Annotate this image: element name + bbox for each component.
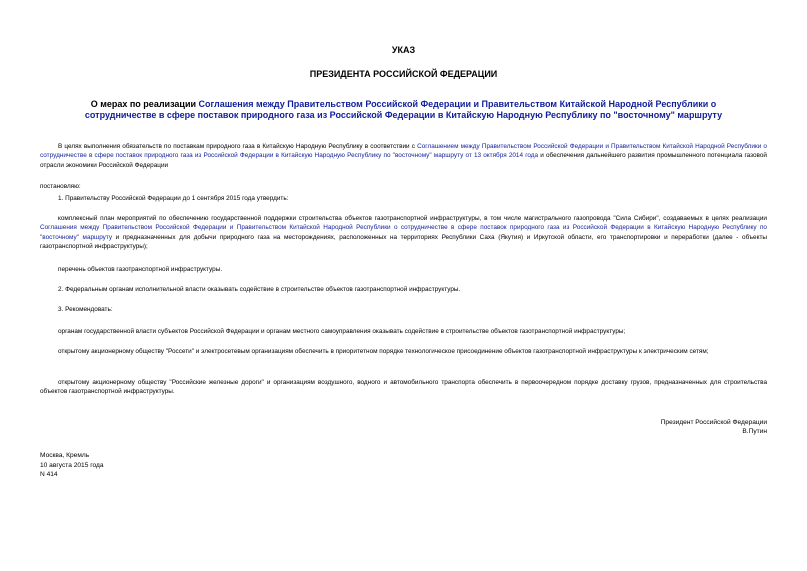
intro-text-end: и обеспечения дальнейшего развития промышленного потенциала газовой отрасли экономики Российской Федерации [40,152,767,169]
item-1-list: перечень объектов газотранспортной инфраструктуры. [58,266,223,273]
item-1-plan-text-end: и предназначенных для добычи природного газа на месторождениях, расположенных на территориях Республики Саха (Якутия) и Иркутской области, его транспортировки и переработки (далее - объекты газотранспортной инфраструктуры); [40,233,767,251]
signatory-name: В.Путин [742,428,767,435]
item-3-railways: открытому акционерному обществу "Российские железные дороги" и организациям воздушного, водного и автомобильного транспорта обеспечить в первоочередном порядке доставку грузов, предназначенных для строительства объектов газотранспортной инфраструктуры. [40,379,767,396]
item-3-rosseti: открытому акционерному обществу "Россети" и электросетевым организациям обеспечить в приоритетном порядке технологическое присоединение объектов газотранспортной инфраструктуры к электрическим сетям; [58,348,709,355]
signing-date: 10 августа 2015 года [40,461,104,469]
intro-text-start: В целях выполнения обязательств по поставкам природного газа в Китайскую Народную Республику в соответствии с [58,143,418,150]
item-2: 2. Федеральным органам исполнительной власти оказывать содействие в строительстве объектов газотранспортной инфраструктуры. [58,286,461,293]
intro-paragraph [40,142,767,170]
item-3: 3. Рекомендовать: [58,306,113,313]
agreement-link-2[interactable]: Соглашения между Правительством Российской Федерации и Правительством Китайской Народной Республики о сотрудничестве в сфере поставок природного газа из Российской Федерации в Китайскую Народную Республику по "восточному" маршруту [40,224,767,241]
item-3-regional: органам государственной власти субъектов Российской Федерации и органам местного самоуправления оказывать содействие в строительстве объектов газотранспортной инфраструктуры; [58,328,626,335]
agreement-reference-link[interactable]: Соглашением между Правительством Российской Федерации и Правительством Китайской Народной Республики о сотрудничестве в сфере поставок природного газа из Российской Федерации в Китайскую Народную Республику по "восточному" маршруту от 13 октября 2014 года [40,143,767,160]
decree-word: постановляю: [40,183,81,190]
signing-place: Москва, Кремль [40,452,90,459]
document-title [60,99,747,121]
item-1-plan-text-start: комплексный план мероприятий по обеспечению государственной поддержки строительства объектов газотранспортной инфраструктуры, в том числе магистрального газопровода "Сила Сибири", создаваемых в целях реализации [58,215,767,222]
document-type-heading: УКАЗ [391,45,416,55]
place-date-block [40,451,104,480]
title-prefix: О мерах по реализации [90,99,199,109]
item-1: 1. Правительству Российской Федерации до 1 сентября 2015 года утвердить: [58,195,289,202]
item-1-plan [40,214,767,252]
signatory-position: Президент Российской Федерации [660,419,767,426]
signature-block [661,418,767,436]
agreement-title-link[interactable]: Соглашения между Правительством Российской Федерации и Правительством Китайской Народной Республики о сотрудничестве в сфере поставок природного газа из Российской Федерации в Китайскую Народную Республику по "восточному" маршруту [84,99,723,120]
decree-number: N 414 [40,471,58,478]
issuer-heading: ПРЕЗИДЕНТА РОССИЙСКОЙ ФЕДЕРАЦИИ [309,69,498,79]
